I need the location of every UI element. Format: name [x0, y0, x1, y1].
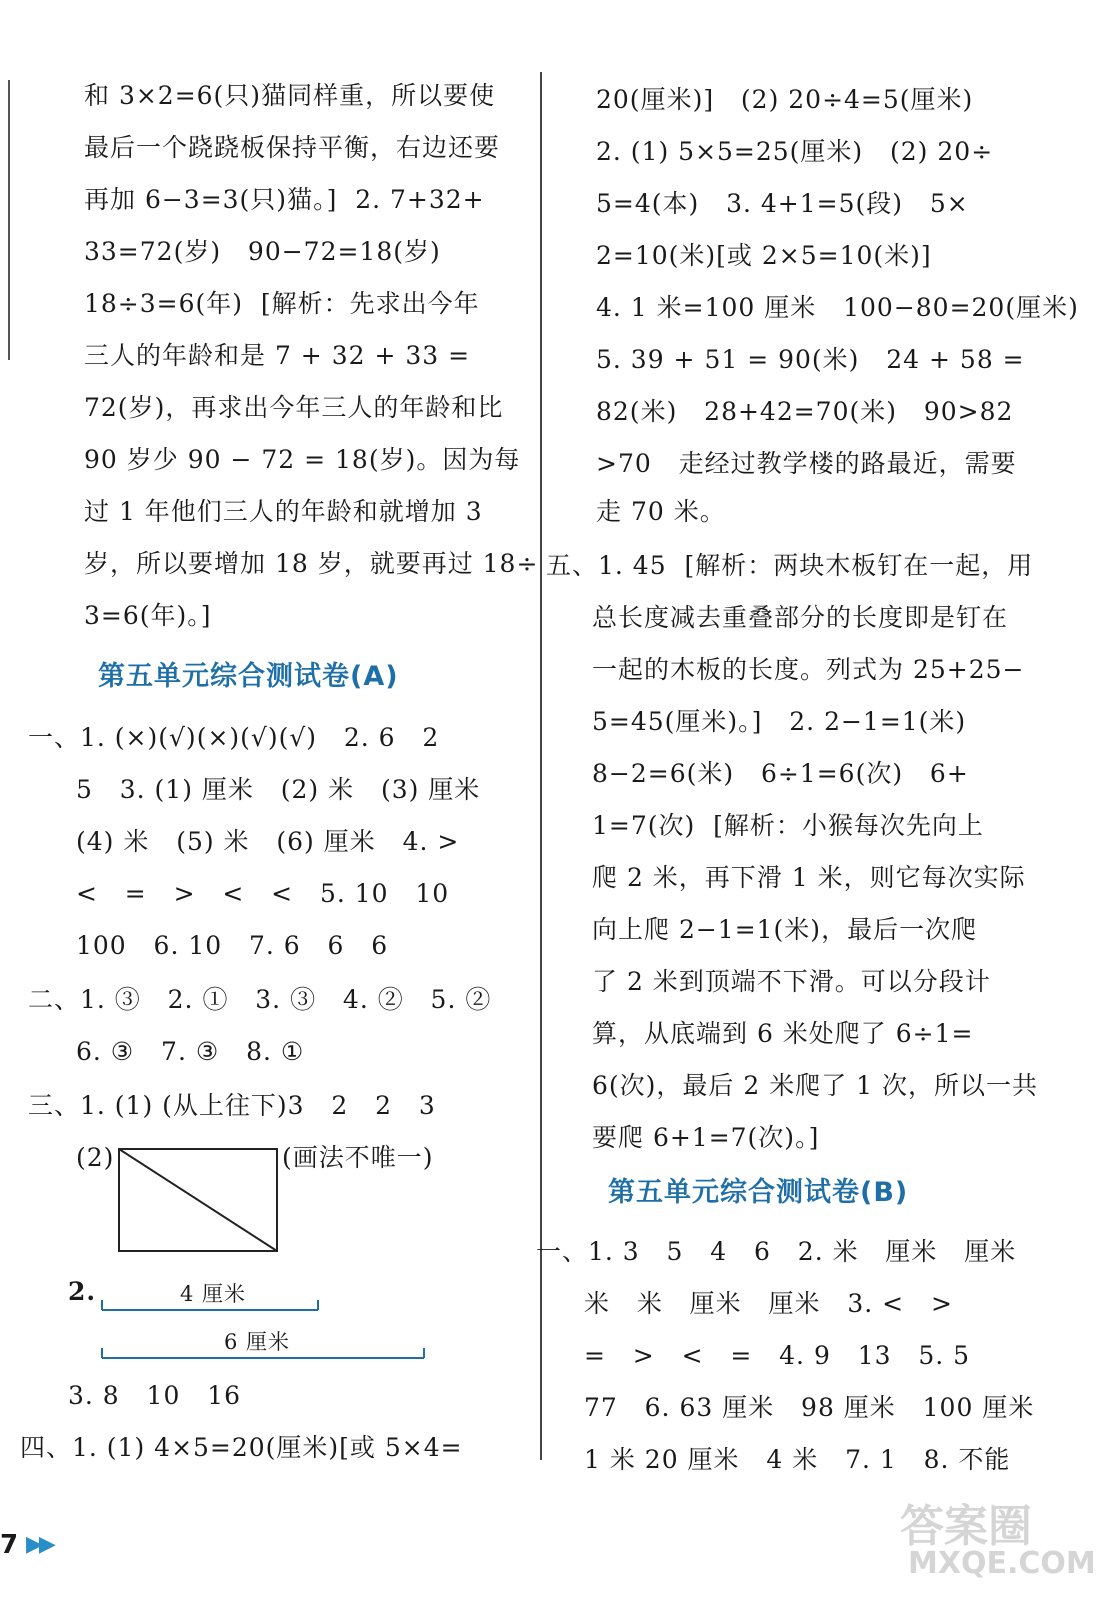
text-line: 最后一个跷跷板保持平衡，右边还要 [84, 133, 501, 162]
text-line: 2. (1) 5×5=25(厘米) (2) 20÷ [596, 137, 994, 166]
text-line: 2=10(米)[或 2×5=10(米)] [596, 241, 932, 270]
segment-label-4cm: 4 厘米 [180, 1282, 247, 1306]
answer-line: = > < = 4. 9 13 5. 5 [584, 1341, 971, 1370]
section-heading-a: 第五单元综合测试卷(A) [98, 661, 399, 692]
segment-6cm [100, 1346, 428, 1360]
text-line: 5=4(本) 3. 4+1=5(段) 5× [596, 189, 969, 218]
watermark [900, 1490, 1100, 1590]
answer-line: 五、1. 45 [解析：两块木板钉在一起，用 [546, 551, 1034, 580]
answer-line: 米 米 厘米 厘米 3. < > [584, 1289, 953, 1318]
figure-note: (画法不唯一) [282, 1143, 434, 1172]
answer-line: 四、1. (1) 4×5=20(厘米)[或 5×4= [20, 1433, 463, 1462]
figure-label: (2) [76, 1143, 115, 1172]
answer-line: 总长度减去重叠部分的长度即是钉在 [592, 603, 1009, 632]
text-line: 和 3×2=6(只)猫同样重，所以要使 [84, 81, 496, 110]
text-line: 5. 39 + 51 = 90(米) 24 + 58 = [596, 345, 1025, 374]
answer-line: 77 6. 63 厘米 98 厘米 100 厘米 [584, 1393, 1035, 1422]
page-edge-line [8, 80, 10, 360]
figure-label: 2. [68, 1277, 97, 1306]
text-line: 走 70 米。 [596, 497, 726, 526]
answer-line: 算，从底端到 6 米处爬了 6÷1= [592, 1019, 974, 1048]
text-line: 再加 6−3=3(只)猫。] 2. 7+32+ [84, 185, 485, 214]
segment-label-6cm: 6 厘米 [224, 1330, 291, 1354]
text-line: 90 岁少 90 − 72 = 18(岁)。因为每 [84, 445, 521, 474]
rectangle-diagonal-figure [118, 1148, 278, 1252]
section-heading-b: 第五单元综合测试卷(B) [608, 1177, 909, 1208]
answer-line: 1=7(次) [解析：小猴每次先向上 [592, 811, 984, 840]
answer-line: 8−2=6(米) 6÷1=6(次) 6+ [592, 759, 969, 788]
text-line: 18÷3=6(年) [解析：先求出今年 [84, 289, 480, 318]
next-arrows-icon: ▶▶ [26, 1532, 52, 1557]
answer-line: 1 米 20 厘米 4 米 7. 1 8. 不能 [584, 1445, 1011, 1474]
answer-line: 5 3. (1) 厘米 (2) 米 (3) 厘米 [76, 775, 481, 804]
answer-line: 一起的木板的长度。列式为 25+25− [592, 655, 1025, 684]
answer-line: 爬 2 米，再下滑 1 米，则它每次实际 [592, 863, 1026, 892]
answer-line: 6. ③ 7. ③ 8. ① [76, 1037, 305, 1066]
watermark-text: 答案圈 [900, 1501, 1032, 1552]
text-line: 72(岁)，再求出今年三人的年龄和比 [84, 393, 504, 422]
text-line: 82(米) 28+42=70(米) 90>82 [596, 397, 1014, 426]
answer-line: 向上爬 2−1=1(米)，最后一次爬 [592, 915, 978, 944]
text-line: 过 1 年他们三人的年龄和就增加 3 [84, 497, 483, 526]
answer-line: 一、1. 3 5 4 6 2. 米 厘米 厘米 [536, 1237, 1017, 1266]
text-line: 4. 1 米=100 厘米 100−80=20(厘米) [596, 293, 1079, 322]
answer-line: 5=45(厘米)。] 2. 2−1=1(米) [592, 707, 967, 736]
page-number: 7 [0, 1530, 19, 1560]
text-line: 33=72(岁) 90−72=18(岁) [84, 237, 441, 266]
answer-line: 三、1. (1) (从上往下)3 2 2 3 [28, 1091, 436, 1120]
text-line: 岁，所以要增加 18 岁，就要再过 18÷ [84, 549, 539, 578]
text-line: 3=6(年)。] [84, 601, 212, 630]
answer-line: 6(次)，最后 2 米爬了 1 次，所以一共 [592, 1071, 1039, 1100]
answer-line: 了 2 米到顶端不下滑。可以分段计 [592, 967, 991, 996]
text-line: 20(厘米)] (2) 20÷4=5(厘米) [596, 85, 974, 114]
segment-4cm [100, 1298, 322, 1312]
answer-line: 一、1. (×)(√)(×)(√)(√) 2. 6 2 [28, 723, 440, 752]
answer-line: (4) 米 (5) 米 (6) 厘米 4. > [76, 827, 460, 856]
watermark-url: MXQE.COM [908, 1546, 1096, 1581]
answer-line: 要爬 6+1=7(次)。] [592, 1123, 820, 1152]
answer-line: 100 6. 10 7. 6 6 6 [76, 931, 389, 960]
answer-line: 3. 8 10 16 [68, 1381, 242, 1410]
text-line: 三人的年龄和是 7 + 32 + 33 = [84, 341, 471, 370]
answer-line: 二、1. ③ 2. ① 3. ③ 4. ② 5. ② [28, 985, 492, 1014]
answer-line: < = > < < 5. 10 10 [76, 879, 450, 908]
text-line: >70 走经过教学楼的路最近，需要 [596, 449, 1017, 478]
